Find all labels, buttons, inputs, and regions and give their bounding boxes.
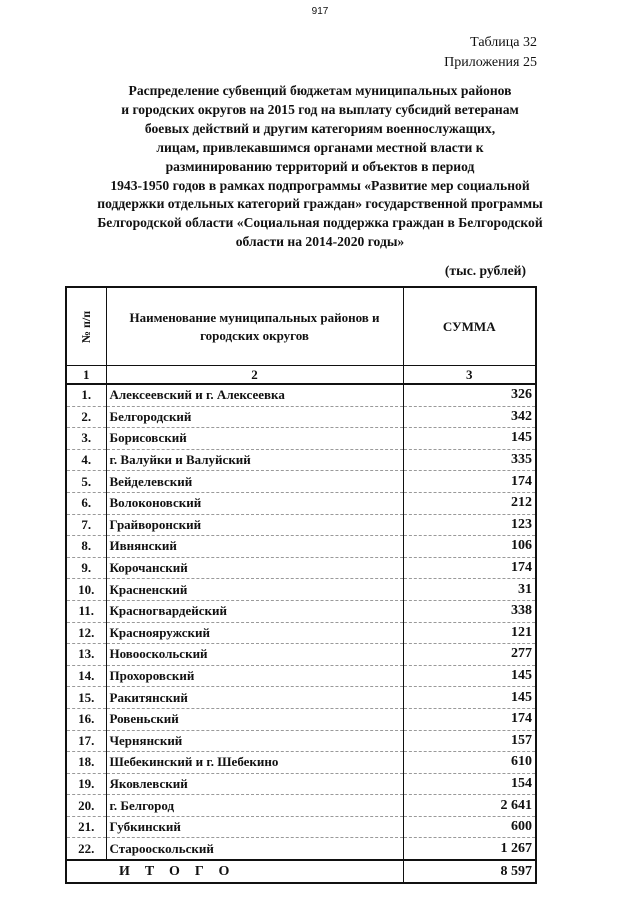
table-row	[66, 492, 536, 514]
row-number: 5.	[66, 471, 106, 493]
row-number: 9.	[66, 557, 106, 579]
district-name: Краснояружский	[106, 622, 403, 644]
table-row	[66, 665, 536, 687]
row-number: 6.	[66, 492, 106, 514]
header-sum: СУММА	[403, 287, 536, 366]
table-row	[66, 752, 536, 774]
district-name: Шебекинский и г. Шебекино	[106, 752, 403, 774]
amount: 1 267	[403, 838, 536, 860]
column-number-row	[66, 366, 536, 385]
title-line: Белгородской области «Социальная поддержка граждан в Белгородской	[97, 215, 543, 231]
amount: 277	[403, 644, 536, 666]
table-row	[66, 795, 536, 817]
amount: 121	[403, 622, 536, 644]
district-name: Белгородский	[106, 406, 403, 428]
district-name: Ровеньский	[106, 708, 403, 730]
row-number: 7.	[66, 514, 106, 536]
amount: 145	[403, 687, 536, 709]
row-number: 10.	[66, 579, 106, 601]
table-row	[66, 600, 536, 622]
table-row	[66, 730, 536, 752]
amount: 174	[403, 708, 536, 730]
table-row	[66, 406, 536, 428]
amount: 326	[403, 384, 536, 406]
district-name: Грайворонский	[106, 514, 403, 536]
row-number: 13.	[66, 644, 106, 666]
document-title	[40, 82, 600, 252]
column-number: 3	[403, 366, 536, 385]
district-name: Ракитянский	[106, 687, 403, 709]
table-row	[66, 622, 536, 644]
district-name: Ивнянский	[106, 536, 403, 558]
district-name: Волоконовский	[106, 492, 403, 514]
title-line: 1943-1950 годов в рамках подпрограммы «Развитие мер социальной	[110, 177, 530, 193]
header-name: Наименование муниципальных районов и городских округов	[106, 287, 403, 366]
row-number: 1.	[66, 384, 106, 406]
amount: 2 641	[403, 795, 536, 817]
table-row	[66, 687, 536, 709]
amount: 157	[403, 730, 536, 752]
amount: 342	[403, 406, 536, 428]
row-number: 16.	[66, 708, 106, 730]
total-label: ИТОГО	[66, 860, 403, 883]
table-header-row	[66, 287, 536, 366]
district-name: Красненский	[106, 579, 403, 601]
title-line: области на 2014-2020 годы»	[235, 234, 405, 250]
row-number: 2.	[66, 406, 106, 428]
row-number: 4.	[66, 449, 106, 471]
title-line: поддержки отдельных категорий граждан» государственной программы	[97, 196, 543, 212]
row-number: 21.	[66, 816, 106, 838]
title-line: Распределение субвенций бюджетам муниципальных районов	[128, 83, 512, 98]
row-number: 3.	[66, 428, 106, 450]
table-ref-line-2: Приложения 25	[444, 55, 537, 70]
amount: 174	[403, 557, 536, 579]
row-number: 14.	[66, 665, 106, 687]
row-number: 19.	[66, 773, 106, 795]
district-name: г. Белгород	[106, 795, 403, 817]
table-row	[66, 579, 536, 601]
table-row	[66, 644, 536, 666]
total-row	[66, 860, 536, 883]
amount: 174	[403, 471, 536, 493]
table-row	[66, 536, 536, 558]
page-number: 917	[311, 6, 329, 17]
row-number: 20.	[66, 795, 106, 817]
row-number: 22.	[66, 838, 106, 860]
amount: 335	[403, 449, 536, 471]
amount: 154	[403, 773, 536, 795]
district-name: Губкинский	[106, 816, 403, 838]
district-name: Вейделевский	[106, 471, 403, 493]
district-name: Прохоровский	[106, 665, 403, 687]
amount: 338	[403, 600, 536, 622]
amount: 600	[403, 816, 536, 838]
title-line: и городских округов на 2015 год на выплату субсидий ветеранам	[121, 101, 519, 117]
table-row	[66, 838, 536, 860]
row-number: 11.	[66, 600, 106, 622]
title-line: разминированию территорий и объектов в период	[165, 158, 475, 174]
table-row	[66, 557, 536, 579]
amount: 145	[403, 665, 536, 687]
table-row	[66, 384, 536, 406]
row-number: 17.	[66, 730, 106, 752]
row-number: 18.	[66, 752, 106, 774]
table-row	[66, 428, 536, 450]
district-name: Красногвардейский	[106, 600, 403, 622]
district-name: г. Валуйки и Валуйский	[106, 449, 403, 471]
table-row	[66, 471, 536, 493]
amount: 31	[403, 579, 536, 601]
table-reference	[444, 33, 537, 73]
district-name: Алексеевский и г. Алексеевка	[106, 384, 403, 406]
table-row	[66, 773, 536, 795]
table-row	[66, 514, 536, 536]
district-name: Новооскольский	[106, 644, 403, 666]
column-number: 1	[66, 366, 106, 385]
header-number-label: № п/п	[79, 310, 94, 343]
district-name: Яковлевский	[106, 773, 403, 795]
amount: 610	[403, 752, 536, 774]
row-number: 15.	[66, 687, 106, 709]
amount: 123	[403, 514, 536, 536]
title-line: боевых действий и другим категориям военнослужащих,	[144, 120, 496, 136]
unit-label: (тыс. рублей)	[444, 263, 526, 278]
subvention-table	[65, 286, 537, 884]
table-ref-line-1: Таблица 32	[470, 35, 537, 50]
district-name: Борисовский	[106, 428, 403, 450]
total-value: 8 597	[403, 860, 536, 883]
table-row	[66, 449, 536, 471]
header-number	[66, 287, 106, 366]
title-line: лицам, привлекавшимся органами местной власти к	[156, 139, 484, 155]
amount: 145	[403, 428, 536, 450]
row-number: 8.	[66, 536, 106, 558]
amount: 106	[403, 536, 536, 558]
table-row	[66, 708, 536, 730]
district-name: Корочанский	[106, 557, 403, 579]
district-name: Чернянский	[106, 730, 403, 752]
column-number: 2	[106, 366, 403, 385]
amount: 212	[403, 492, 536, 514]
district-name: Старооскольский	[106, 838, 403, 860]
row-number: 12.	[66, 622, 106, 644]
table-row	[66, 816, 536, 838]
